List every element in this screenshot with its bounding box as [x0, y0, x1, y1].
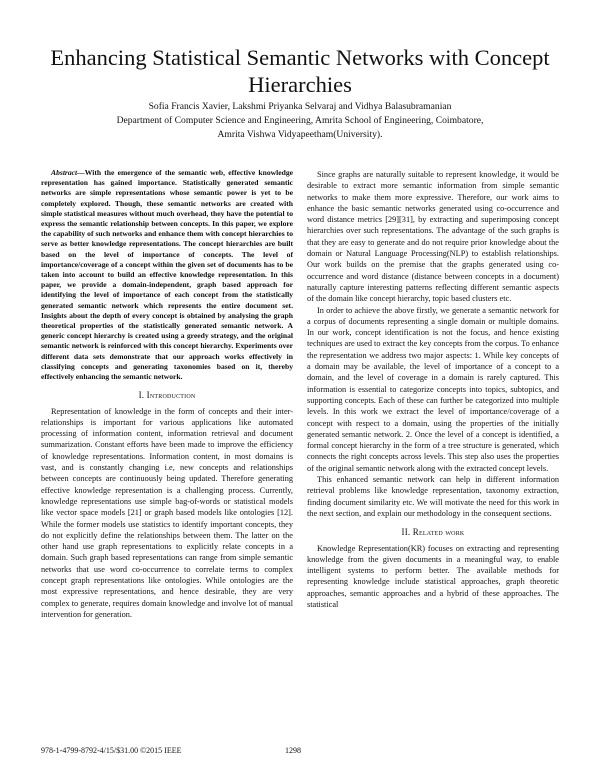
section-heading-related-work: II. Related work: [401, 527, 465, 538]
author-block: [40, 100, 560, 143]
affiliation-line-2: Amrita Vishwa Vidyapeetham(University).: [217, 129, 383, 141]
introduction-paragraph: Representation of knowledge in the form of concepts and their inter-relationships is important for various applications like automated processing of information content, information retrieval and document summarization. Constant efforts have been made to improve the efficiency of knowledge representations. Information content, in most domains is vast, and is constantly changing i.e, new concepts and relationships between concepts are continuously being updated. Therefore generating effective knowledge representation is a challenging process. Currently, knowledge representations use simple bag-of-words or statistical models like vector space models [21] or graph based models like ontologies [12]. While the former models use statistics to identify important concepts, they do not explicitly define the relationships between them. The latter on the other hand use graph representations to explicitly relate concepts in a domain. Such graph based representations can range from simple semantic networks that use word co-occurrence to correlate terms to complex concept graph representations like ontologies. While ontologies are the most expressive representations, and hence desirable, they are very complex to generate, requires domain knowledge and involve lot of manual intervention for generation.: [41, 406, 293, 619]
body-paragraph-3: This enhanced semantic network can help in different information retrieval problems like knowledge representation, taxonomy extraction, finding document similarity etc. We will motivate the need for this work in the next section, and explain our methodology in the consequent sections.: [307, 475, 559, 518]
abstract-lead: Abstract—: [51, 168, 85, 177]
body-paragraph-2: In order to achieve the above firstly, we generate a semantic network for a corpus of documents representing a single domain or multiple domains. In our work, concept identification is not the focus, and hence existing techniques are used to extract the key concepts from the corpus. To enhance the representation we address two major aspects: 1. While key concepts of a domain may be available, the level of importance of a concept to a domain, and the level of coverage in a domain is rarely captured. This information is essential to categorize concepts into topics, subtopics, and supporting concepts. Each of these can further be categorized into multiple levels. In this work we extract the level of importance/coverage of a concept with respect to a domain, using the properties of the initially generated semantic network. 2. Once the level of a concept is identified, a formal concept hierarchy in the form of a tree structure is generated, which connects the right concepts across levels. This step also uses the properties of the original semantic network along with the extracted concept levels.: [307, 305, 559, 473]
page-number: 1298: [285, 746, 301, 755]
body-paragraph-1: Since graphs are naturally suitable to represent knowledge, it would be desirable to extract more semantic information from simple semantic networks to make them more expressive. Therefore, our work aims to enhance the basic semantic networks generated using co-occurrence and word distance metrics [29][31], by extracting and superimposing concept hierarchies over such representations. The advantage of the such graphs is that they are easy to generate and do not require prior knowledge about the domain or Natural Language Processing(NLP) to establish relationships. Our work builds on the premise that the graphs generated using co-occurrence and word distance (distance between concepts in a document) naturally capture interesting patterns reflecting different semantic aspects of the domain like concept hierarchy, topic based clusters etc.: [307, 170, 559, 304]
affiliation-line-1: Department of Computer Science and Engineering, Amrita School of Engineering, Coimbatore,: [116, 115, 484, 127]
left-column: [41, 168, 293, 620]
abstract-text: With the emergence of the semantic web, effective knowledge representation has gained importance. Statistically generated semantic networks are simple representations whose semantic power is yet to be completely explored. Though, these semantic networks are created with simple statistical measures without much overhead, they have the potential to express the semantic relationship between concepts. In this paper, we explore the capability of such networks and enhance them with concept hierarchies to serve as better knowledge representations. The concept hierarchies are built based on the level of importance of concepts. The level of importance/coverage of a concept within the given set of documents has to be taken into account to build an effective knowledge representation. In this paper, we provide a domain-independent, graph based approach for identifying the level of importance of each concept from the statistically generated semantic network which represents the entire document set. Insights about the depth of every concept is obtained by analysing the graph theoretical properties of the statistically generated semantic network. A generic concept hierarchy is created using a greedy strategy, and the original semantic network is reinforced with this concept hierarchy. Experiments over different data sets demonstrate that our approach works effectively in classifying concepts and generating taxonomies based on it, thereby effectively enhancing the semantic network.: [41, 168, 293, 382]
right-column: [307, 169, 559, 610]
footer-copyright: 978-1-4799-8792-4/15/$31.00 ©2015 IEEE: [41, 746, 182, 755]
section-heading-introduction: I. Introduction: [138, 390, 196, 401]
abstract: [41, 168, 293, 382]
paper-title: Enhancing Statistical Semantic Networks with Concept Hierarchies: [50, 45, 550, 97]
related-work-paragraph: Knowledge Representation(KR) focuses on extracting and representing knowledge from the given documents in a meaningful way, to enable intelligent systems to perform better. The available methods for representing knowledge include statistical approaches, graph theoretic approaches, semantic approaches and a hybrid of these approaches. The statistical: [307, 543, 559, 609]
author-names: Sofia Francis Xavier, Lakshmi Priyanka Selvaraj and Vidhya Balasubramanian: [148, 101, 452, 112]
